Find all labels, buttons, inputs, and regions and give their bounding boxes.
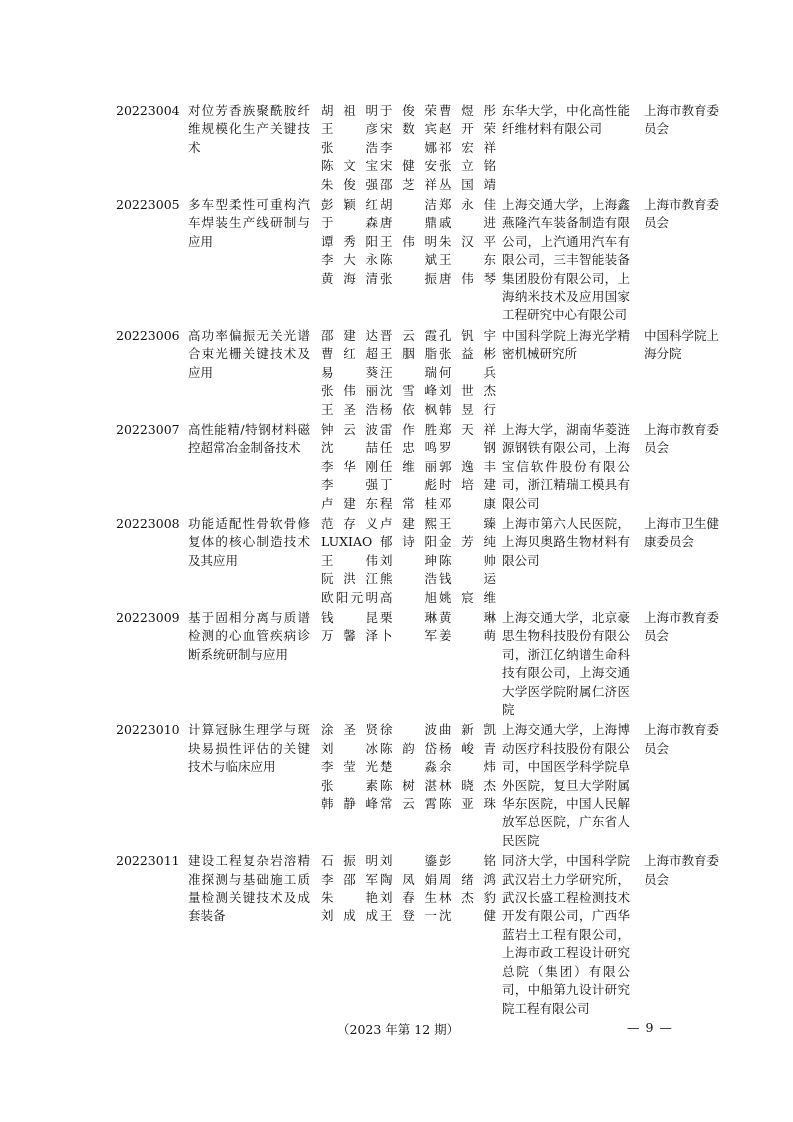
project-id: 20223011 — [116, 853, 180, 869]
person-name: 李邵军 — [321, 871, 378, 887]
person-name: 郑永佳 — [439, 197, 496, 213]
person-name: 李 娜 — [380, 139, 437, 155]
person-name: 于俊荣 — [380, 103, 437, 118]
person-name: 阮洪江 — [321, 571, 378, 587]
person-name: 刘成成 — [321, 908, 378, 924]
people-list — [321, 102, 501, 194]
person-name: 韩昱行 — [439, 401, 496, 417]
project-title: 高功率偏振无关光谱合束光栅关键技术及应用 — [188, 327, 310, 380]
person-name: 曲新凯 — [439, 722, 496, 738]
person-name: 陈 帅 — [439, 552, 496, 568]
person-name: 孔钒宇 — [439, 327, 496, 343]
table-row — [116, 609, 720, 719]
person-name: 祁宏祥 — [439, 139, 496, 155]
person-name: 陈树湛 — [380, 777, 437, 793]
person-name: 杨峻青 — [439, 740, 496, 756]
person-name: 罗 钢 — [439, 440, 496, 456]
project-id: 20223006 — [116, 327, 180, 343]
person-name: 任维丽 — [380, 458, 437, 474]
person-name: 王登一 — [380, 908, 437, 924]
person-name: 卢建熙 — [380, 515, 437, 531]
project-title: 建设工程复杂岩溶精准探测与基础施工质量检测关键技术及成套装备 — [188, 853, 310, 924]
person-name: 林晓杰 — [439, 777, 496, 793]
person-name: 王胭脂 — [380, 346, 437, 362]
person-name: 范存义 — [321, 515, 378, 531]
person-name: 黄海清 — [321, 270, 378, 286]
person-name: 程常桂 — [380, 495, 437, 511]
completing-units: 上海大学，湖南华菱涟源钢铁有限公司，上海宝信软件股份有限公司，浙江精瑞工模具有限公司 — [502, 421, 630, 511]
person-name: 张伟丽 — [321, 383, 378, 399]
person-name: 高 旭 — [380, 589, 437, 605]
person-name: 金芳纯 — [439, 534, 496, 550]
person-name: 楚 淼 — [380, 759, 437, 775]
person-name: 李大永 — [321, 252, 378, 268]
recommender: 上海市教育委员会 — [644, 609, 720, 644]
table-row — [116, 721, 720, 850]
person-name: 于 森 — [321, 215, 378, 231]
people-list — [321, 609, 501, 646]
person-name: 钟云波 — [321, 421, 378, 437]
person-name: 郭逸丰 — [439, 458, 496, 474]
person-name: 李莹光 — [321, 759, 378, 775]
person-name: 石振明 — [321, 853, 378, 869]
person-name: 晋云霞 — [380, 327, 437, 343]
person-name: 邵芝祥 — [380, 176, 437, 192]
person-name: 王 东 — [439, 252, 496, 268]
person-name: 丛国靖 — [439, 176, 496, 192]
recommender: 上海市教育委员会 — [644, 421, 720, 456]
people-list — [321, 852, 501, 926]
people-list — [321, 327, 501, 419]
recommender: 上海市教育委员会 — [644, 197, 720, 231]
person-name: 张 振 — [380, 270, 437, 286]
recommender: 中国科学院上海分院 — [644, 327, 720, 362]
person-name: 王 臻 — [439, 515, 496, 531]
person-name: 徐 波 — [380, 722, 437, 738]
person-name: 邵建达 — [321, 327, 378, 343]
completing-units: 同济大学，中国科学院武汉岩土力学研究所，武汉长盛工程检测技术开发有限公司，广西华蓝岩土工程有限公司，上海市政工程设计研究总院（集团）有限公司，中船第九设计研究院工程有限公司 — [502, 853, 630, 1016]
person-name: 时培建 — [439, 477, 496, 493]
completing-units: 东华大学，中化高性能纤维材料有限公司 — [502, 103, 630, 137]
person-name: 万馨泽 — [321, 628, 378, 644]
project-id: 20223009 — [116, 609, 180, 625]
person-name: 汪 瑞 — [380, 364, 437, 380]
table-row — [116, 421, 720, 513]
project-title: 多车型柔性可重构汽车焊装生产线研制与应用 — [188, 197, 310, 249]
person-name: 周绪鸿 — [439, 871, 496, 887]
person-name: 雷作胜 — [380, 421, 437, 437]
person-name: 王伟明 — [380, 233, 437, 249]
completing-units: 上海交通大学，上海鑫燕隆汽车装备制造有限公司，上汽通用汽车有限公司，三丰智能装备集团股份有限公司，上海纳米技术及应用国家工程研究中心有限公司 — [502, 197, 630, 323]
person-name: 沈 健 — [439, 908, 496, 924]
people-list — [321, 421, 501, 513]
project-id: 20223005 — [116, 197, 180, 213]
recommender: 上海市卫生健康委员会 — [644, 515, 720, 550]
people-list — [321, 515, 501, 607]
person-name: 曹红超 — [321, 346, 378, 362]
person-name: 丁 彪 — [380, 477, 437, 493]
table-row — [116, 196, 720, 325]
person-name: 常云霄 — [380, 796, 437, 812]
person-name: 彭颖红 — [321, 197, 378, 213]
person-name: 陶凤娟 — [380, 871, 437, 887]
person-name: 栗 琳 — [380, 609, 437, 625]
person-name: 余 炜 — [439, 759, 496, 775]
person-name: 张 浩 — [321, 139, 378, 155]
person-name: 沈 喆 — [321, 440, 378, 456]
person-name: 陈亚珠 — [439, 796, 496, 812]
person-name: 唐伟琴 — [439, 270, 496, 286]
person-name: 涂圣贤 — [321, 722, 378, 738]
person-name: 谭秀阳 — [321, 233, 378, 249]
person-name: 任忠鸣 — [380, 440, 437, 456]
person-name: 何 兵 — [439, 364, 496, 380]
person-name: 陈韵岱 — [380, 740, 437, 756]
person-name: 刘 冰 — [321, 740, 378, 756]
project-id: 20223008 — [116, 515, 180, 531]
person-name: 宋健安 — [380, 158, 437, 174]
person-name: 黄 琳 — [439, 609, 496, 625]
person-name: 姜 萌 — [439, 628, 496, 644]
person-name: 李华刚 — [321, 458, 378, 474]
person-name: 陈文宝 — [321, 158, 378, 174]
people-list — [321, 721, 501, 813]
person-name: 朱汉平 — [439, 233, 496, 249]
project-title: 功能适配性骨软骨修复体的核心制造技术及其应用 — [188, 515, 310, 568]
person-name: 杨依枫 — [380, 401, 437, 417]
project-id: 20223004 — [116, 103, 180, 118]
person-name: 陈 斌 — [380, 252, 437, 268]
project-title: 对位芳香族聚酰胺纤维规模化生产关键技术 — [188, 103, 310, 155]
person-name: LUXIAO — [321, 534, 373, 550]
person-name: 卢建东 — [321, 495, 378, 511]
person-name: 曹煜彤 — [439, 103, 496, 118]
recommender: 上海市教育委员会 — [644, 853, 720, 887]
person-name: 钱 运 — [439, 571, 496, 587]
table-row — [116, 515, 720, 607]
completing-units: 上海市第六人民医院，上海贝奥路生物材料有限公司 — [502, 515, 630, 568]
person-name: 王圣浩 — [321, 401, 378, 417]
person-name: 郑天祥 — [439, 421, 496, 437]
page-number: — 9 — — [627, 1020, 673, 1035]
person-name: 卜 军 — [380, 628, 437, 644]
people-list — [321, 196, 501, 288]
person-name: 王 彦 — [321, 121, 378, 137]
person-name: 刘世杰 — [439, 383, 496, 399]
person-name: 沈雪峰 — [380, 383, 437, 399]
person-name: 郁诗阳 — [380, 534, 437, 550]
person-name: 唐 鼎 — [380, 215, 437, 231]
project-title: 计算冠脉生理学与斑块易损性评估的关键技术与临床应用 — [188, 722, 310, 775]
person-name: 刘 珅 — [380, 552, 437, 568]
person-name: 彭 铭 — [439, 853, 496, 869]
completing-units: 上海交通大学，上海博动医疗科技股份有限公司，中国医学科学院阜外医院，复旦大学附属华东医院，中国人民解放军总医院，广东省人民医院 — [502, 722, 630, 848]
project-id: 20223007 — [116, 421, 180, 437]
person-name: 胡祖明 — [321, 103, 378, 118]
person-name: 邓 康 — [439, 495, 496, 511]
person-name: 宋数宾 — [380, 121, 437, 137]
person-name: 李 强 — [321, 477, 378, 493]
person-name: 赵开荣 — [439, 121, 496, 137]
completing-units: 中国科学院上海光学精密机械研究所 — [502, 327, 630, 362]
project-id: 20223010 — [116, 722, 180, 738]
person-name: 张益彬 — [439, 346, 496, 362]
person-name: 戚 进 — [439, 215, 496, 231]
person-name: 刘 鎏 — [380, 853, 437, 869]
person-name: 易 葵 — [321, 364, 378, 380]
recommender: 上海市教育委员会 — [644, 103, 720, 137]
recommender: 上海市教育委员会 — [644, 722, 720, 756]
table-row — [116, 852, 720, 1018]
person-name: 刘春生 — [380, 890, 437, 906]
person-name: 钱 昆 — [321, 609, 378, 625]
person-name: 张立铭 — [439, 158, 496, 174]
person-name: 胡 洁 — [380, 197, 437, 213]
person-name: 熊 浩 — [380, 571, 437, 587]
completing-units: 上海交通大学，北京豪思生物科技股份有限公司，浙江亿纳谱生命科技有限公司，上海交通大学医学院附属仁济医院 — [502, 609, 630, 717]
project-title: 基于固相分离与质谱检测的心血管疾病诊断系统研制与应用 — [188, 609, 310, 662]
award-table — [116, 102, 720, 1020]
person-name: 韩静峰 — [321, 796, 378, 812]
person-name: 朱 艳 — [321, 890, 378, 906]
person-name: 欧阳元明 — [321, 589, 378, 605]
person-name: 张 素 — [321, 777, 378, 793]
issue-footer: （2023 年第 12 期） — [337, 1022, 460, 1037]
person-name: 王 伟 — [321, 552, 378, 568]
table-row — [116, 102, 720, 194]
table-row — [116, 327, 720, 419]
person-name: 姚宸维 — [439, 589, 496, 605]
person-name: 朱俊强 — [321, 176, 378, 192]
project-title: 高性能精/特钢材料磁控超常冶金制备技术 — [188, 421, 310, 456]
person-name: 林杰豹 — [439, 890, 496, 906]
